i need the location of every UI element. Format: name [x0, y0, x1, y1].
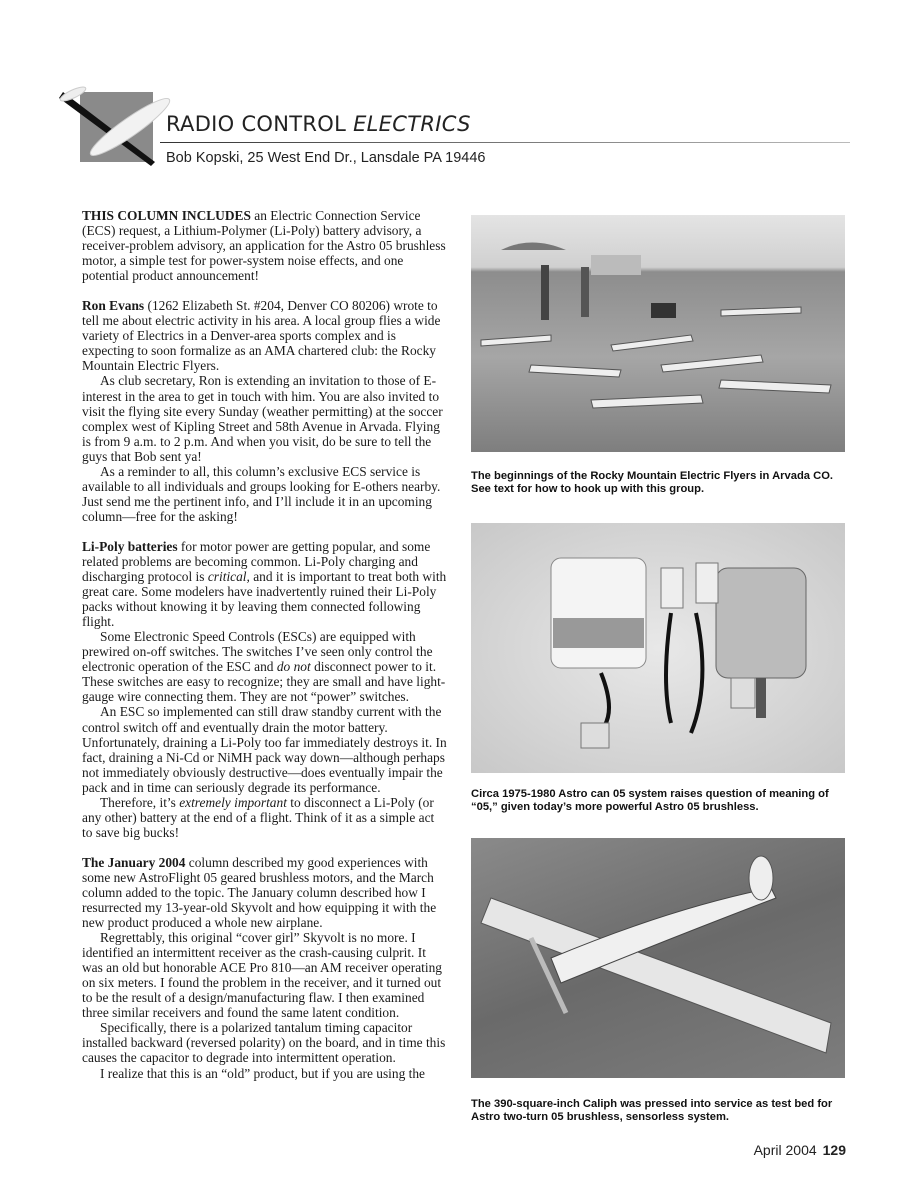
paragraph-lead: The January 2004	[82, 854, 186, 870]
article-paragraph	[82, 373, 448, 463]
photo-caption-3: The 390-square-inch Caliph was pressed into service as test bed for Astro two-turn 05 brushless, sensorless system.	[471, 1098, 833, 1123]
paragraph-text: column described my good experiences with some new AstroFlight 05 geared brushless motors, and the March column added to the topic. The January column described how I resurrected my 13-year-old Skyvolt and how equipping it with the new product produced a whole new airplane.	[82, 854, 437, 931]
emphasis-text: do not	[276, 659, 311, 675]
article-paragraph	[82, 795, 448, 840]
page-footer	[754, 1142, 846, 1158]
paragraph-text: Regrettably, this original “cover girl” Skyvolt is no more. I identified an intermittent receiver as the crash-causing culprit. It was an old but honorable ACE Pro 810—an AM receiver operating on six meters. I found the problem in the receiver, and it turned out to be the result of a design/manufacturing flaw. I then examined three similar receivers and found the same latent condition.	[82, 930, 442, 1021]
article-paragraph	[82, 704, 448, 794]
motor-battery-illustration	[471, 523, 845, 773]
paragraph-text: Therefore, it’s	[100, 794, 180, 810]
paragraph-text: As a reminder to all, this column’s exclusive ECS service is available to all individuals and groups looking for E-others nearby. Just send me the pertinent info, and I’ll include it in an upcoming column—free for the asking!	[82, 463, 441, 524]
photo-caption-1: The beginnings of the Rocky Mountain Electric Flyers in Arvada CO. See text for how to hook up with this group.	[471, 470, 833, 495]
paragraph-lead: THIS COLUMN INCLUDES	[82, 208, 251, 223]
article-paragraph	[82, 855, 448, 930]
article-paragraph	[82, 298, 448, 373]
emphasis-text: extremely important	[179, 794, 287, 810]
photo-astro-motor	[471, 523, 845, 773]
caliph-airplane-illustration	[471, 838, 845, 1078]
paragraph-text: to disconnect a Li-Poly (or any other) battery at the end of a flight. Think of it as a simple act to save big bucks!	[82, 794, 435, 840]
title-main: RADIO CONTROL	[166, 112, 354, 136]
column-title	[166, 112, 471, 136]
photo-flying-field	[471, 215, 845, 452]
paragraph-text: disconnect power to it. These switches are easy to recognize; they are small and have light-gauge wire connecting them. They are not “power” switches.	[82, 659, 446, 705]
paragraph-lead: Ron Evans	[82, 298, 145, 314]
paragraph-text: An ESC so implemented can still draw standby current with the control switch off and eventually drain the motor battery. Unfortunately, draining a Li-Poly too far immediately destroys it. In fact, draining a Ni-Cd or NiMH pack way down—although perhaps not immediately obviously destructive—does eventually impair the pack and in time can seriously degrade its performance.	[82, 704, 447, 795]
header-rule	[160, 142, 850, 143]
paragraph-text: As club secretary, Ron is extending an invitation to those of E-interest in the area to get in touch with him. You are also invited to visit the flying site every Sunday (weather permitting) at the soccer complex west of Kipling Street and 58th Avenue in Arvada. Flying is from 9 a.m. to 2 p.m. And when you visit, do be sure to tell the guys that Bob sent ya!	[82, 373, 443, 464]
page-number: 129	[822, 1142, 846, 1158]
article-paragraph	[82, 1020, 448, 1065]
paragraph-text: an Electric Connection Service (ECS) request, a Lithium-Polymer (Li-Poly) battery advisory, a receiver-problem advisory, an application for the Astro 05 brushless motor, a simple test for power-system noise effects, and one potential product announcement!	[82, 208, 446, 284]
article-paragraph	[82, 464, 448, 524]
photo-caption-2: Circa 1975-1980 Astro can 05 system raises question of meaning of “05,” given today’s more powerful Astro 05 brushless.	[471, 788, 829, 813]
article-paragraph	[82, 1066, 448, 1081]
emphasis-text: critical,	[207, 569, 250, 585]
paragraph-text: I realize that this is an “old” product, but if you are using the	[100, 1065, 425, 1081]
paragraph-text: Specifically, there is a polarized tantalum timing capacitor installed backward (reversed polarity) on the board, and in time this causes the capacitor to degrade into intermittent operation.	[82, 1020, 446, 1066]
paragraph-text: for motor power are getting popular, and some related problems are becoming common. Li-Poly charging and discharging protocol is	[82, 538, 431, 585]
article-body	[82, 208, 448, 1081]
glider-logo-icon	[55, 82, 175, 172]
article-paragraph	[82, 629, 448, 704]
photo-caliph-plane	[471, 838, 845, 1078]
article-paragraph	[82, 208, 448, 283]
article-paragraph	[82, 930, 448, 1020]
paragraph-text: Some Electronic Speed Controls (ESCs) are equipped with prewired on-off switches. The switches I’ve seen only control the electronic operation of the ESC and	[82, 629, 433, 675]
issue-date: April 2004	[753, 1142, 817, 1158]
paragraph-lead: Li-Poly batteries	[82, 538, 178, 554]
paragraph-text: and it is important to treat both with great care. Some modelers have inadvertently ruined their Li-Poly packs without knowing it by leaving them connected following flight.	[82, 569, 447, 630]
title-italic: ELECTRICS	[353, 112, 471, 136]
article-paragraph	[82, 539, 448, 629]
flying-field-illustration	[471, 215, 845, 452]
paragraph-text: (1262 Elizabeth St. #204, Denver CO 80206) wrote to tell me about electric activity in his area. A local group flies a wide variety of Electrics in a Denver-area sports complex and is expecting to soon formalize as an AMA chartered club: the Rocky Mountain Electric Flyers.	[82, 298, 441, 374]
author-byline: Bob Kopski, 25 West End Dr., Lansdale PA 19446	[166, 150, 486, 166]
